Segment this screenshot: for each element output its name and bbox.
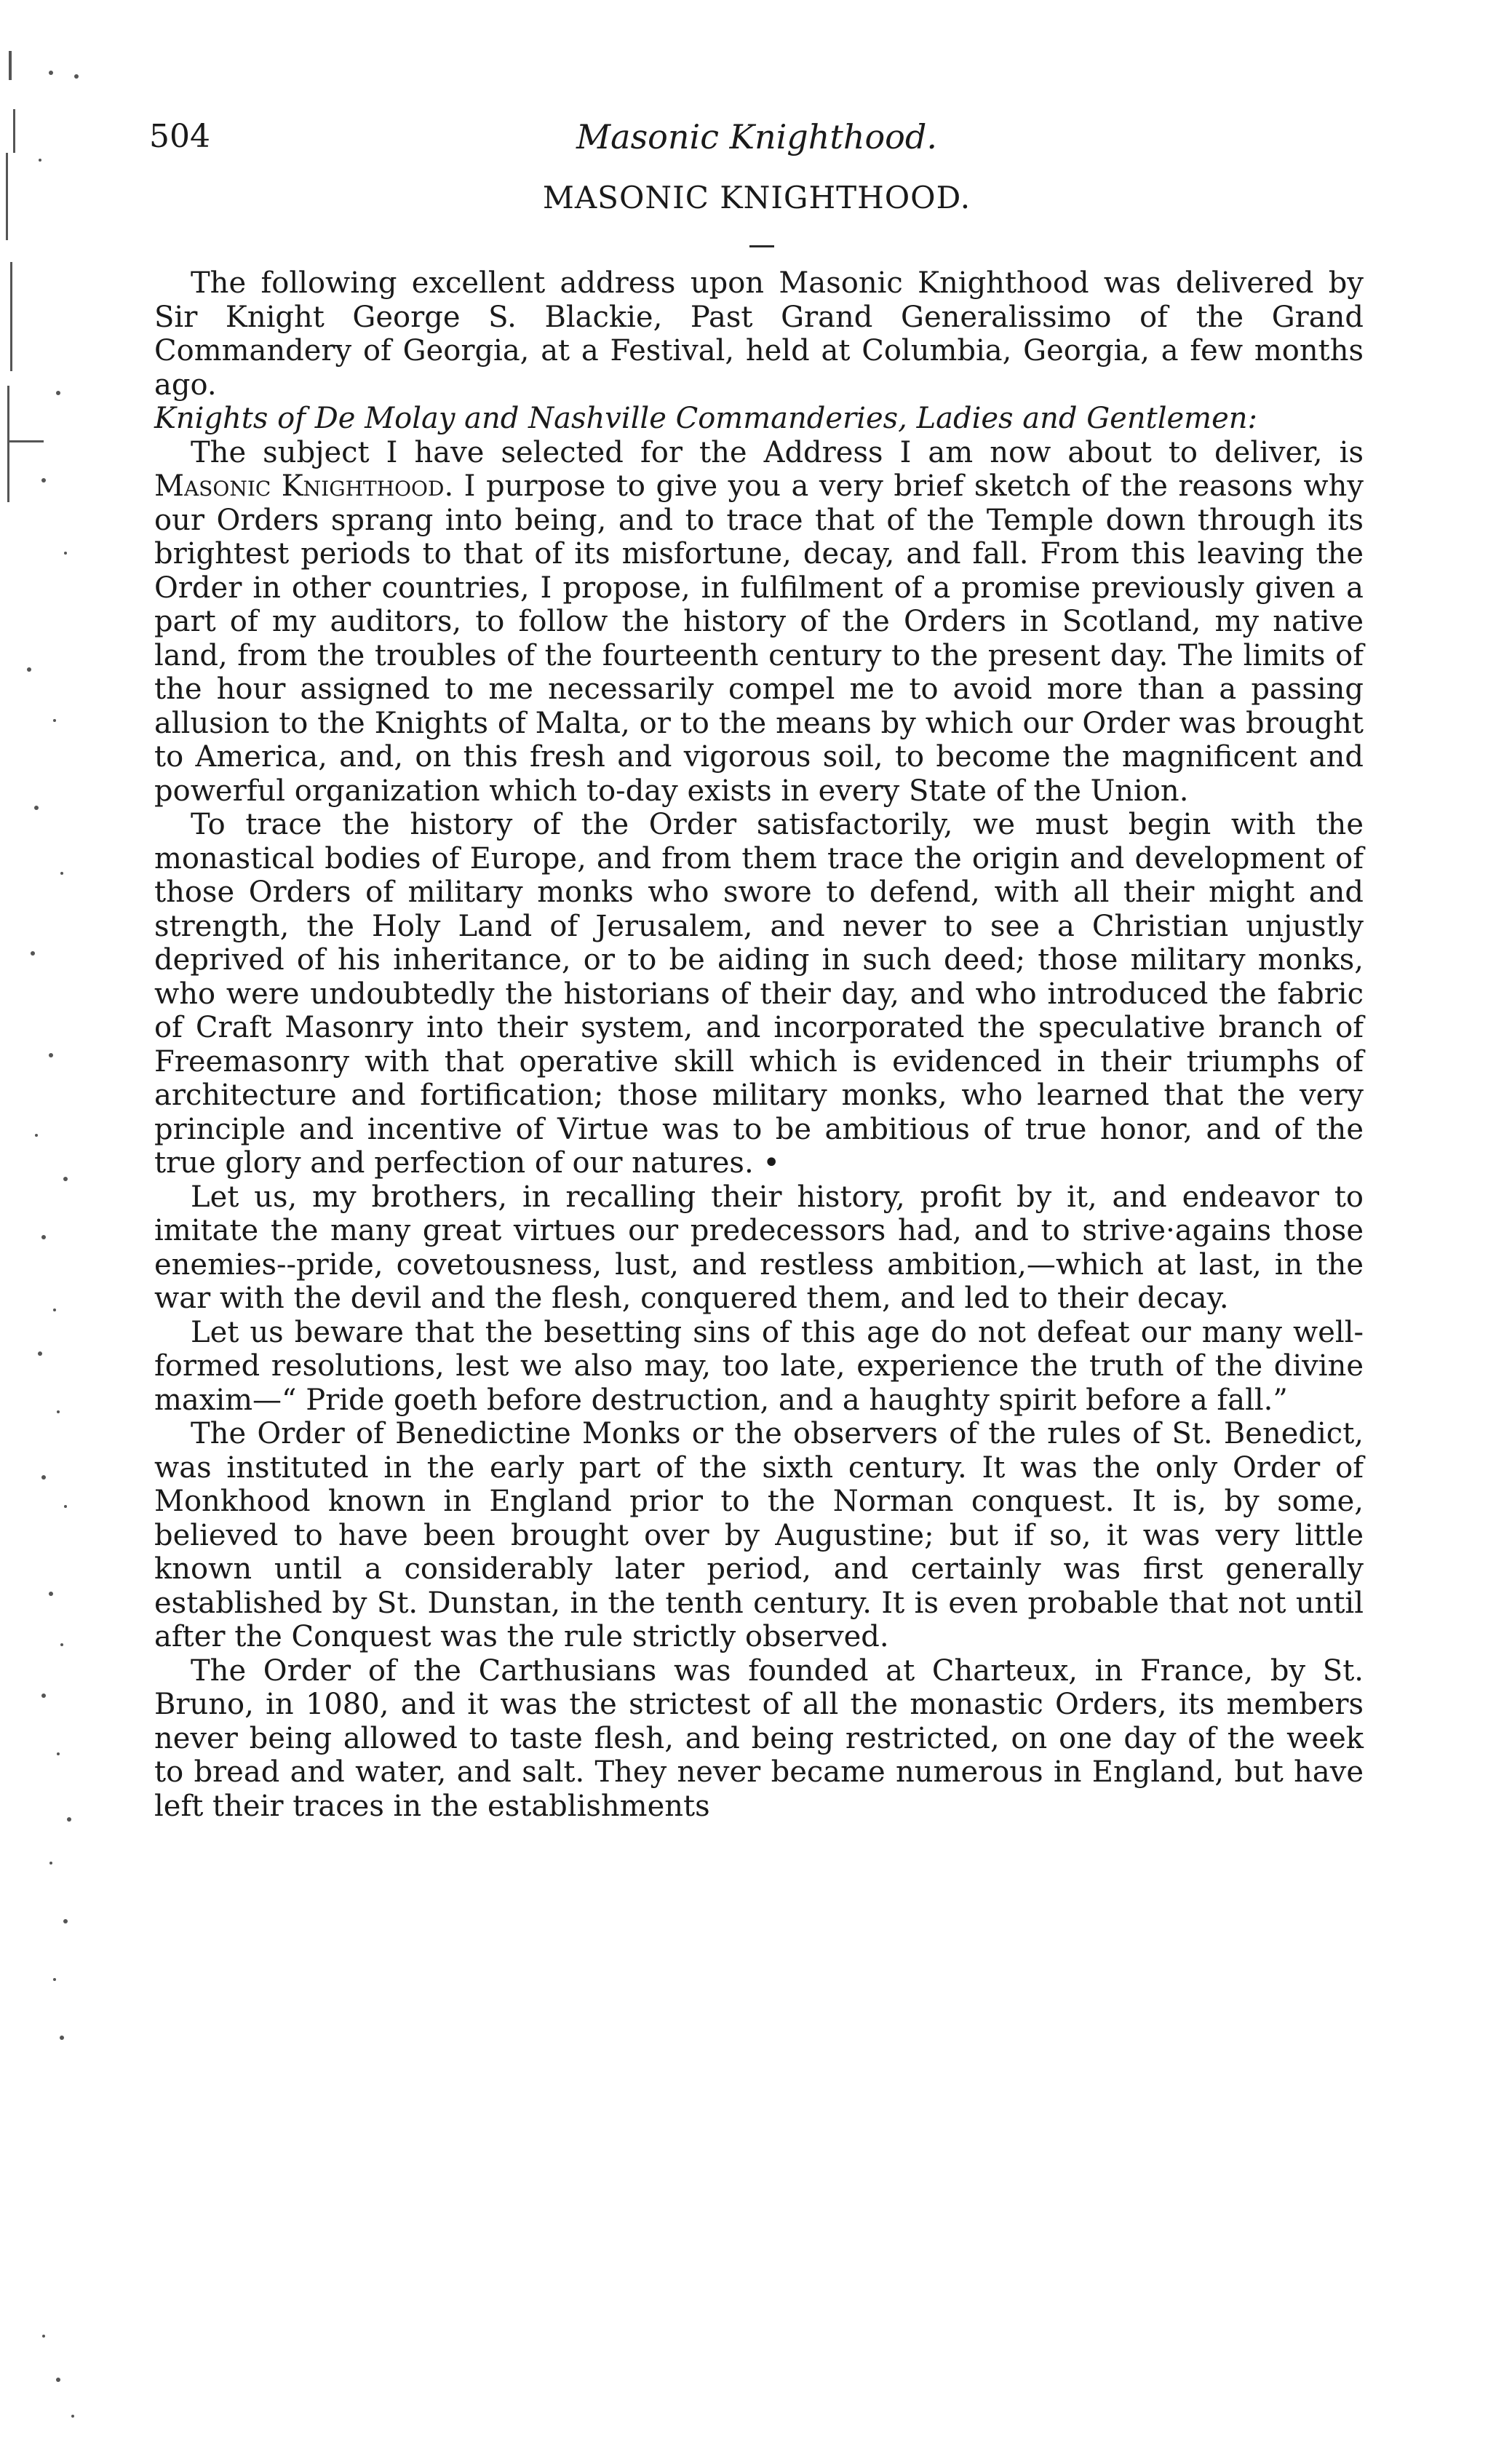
- paragraph-carthusians: The Order of the Carthusians was founded at Charteux, in France, by St. Bruno, in 1080, and it was the strictest of all the monastic Orders, its members never being allowed to taste flesh, and being restricted, on one day of the week to bread and water, and salt. They never became numerous in England, but have left their traces in the establishments: [154, 1653, 1364, 1823]
- article-title: MASONIC KNIGHTHOOD.: [542, 180, 971, 215]
- running-head: Masonic Knighthood.: [576, 117, 937, 156]
- article-body: [154, 266, 1364, 1823]
- address-subject-small-caps: Masonic Knighthood.: [154, 469, 454, 503]
- paragraph-salutation: Knights of De Molay and Nashville Commanderies, Ladies and Gentlemen:: [154, 402, 1257, 435]
- paragraph-beware: Let us beware that the besetting sins of this age do not defeat our many well-formed resolutions, lest we also may, too late, experience the truth of the divine maxim—“ Pride goeth before destruction, and a haughty spirit before a fall.”: [154, 1315, 1364, 1417]
- address-subject-rest: I purpose to give you a very brief sketch of the reasons why our Orders sprang into being, and to trace that of the Temple down through its brightest periods to that of its misfortune, decay, and fall. From this leaving the Order in other countries, I propose, in fulfilment of a promise previously given a part of my auditors, to follow the history of the Orders in Scotland, my native land, from the troubles of the fourteenth century to the present day. The limits of the hour assigned to me necessarily compel me to avoid more than a passing allusion to the Knights of Malta, or to the means by which our Order was brought to America, and, on this fresh and vigorous soil, to become the magnificent and powerful organization which to-day exists in every State of the Union.: [154, 469, 1364, 808]
- address-subject-lead: The subject I have selected for the Address I am now about to deliver, is: [191, 435, 1364, 469]
- page-header: [149, 115, 1364, 166]
- paragraph-benedictine: The Order of Benedictine Monks or the observers of the rules of St. Benedict, was instituted in the early part of the sixth century. It was the only Order of Monkhood known in England prior to the Norman conquest. It is, by some, believed to have been brought over by Augustine; but if so, it was very little known until a considerably later period, and certainly was first generally established by St. Dunstan, in the tenth century. It is even probable that not until after the Conquest was the rule strictly observed.: [154, 1417, 1364, 1653]
- margin-speckle-decoration: [0, 44, 109, 2431]
- paragraph-address-subject: [154, 436, 1364, 809]
- paragraph-order-history: To trace the history of the Order satisfactorily, we must begin with the monastical bodies of Europe, and from them trace the origin and development of those Orders of military monks who swore to defend, with all their might and strength, the Holy Land of Jerusalem, and never to see a Christian unjustly deprived of his inheritance, or to be aiding in such deed; those military monks, who were undoubtedly the historians of their day, and who introduced the fabric of Craft Masonry into their system, and incorporated the speculative branch of Freemasonry with that operative skill which is evidenced in their triumphs of architecture and fortification; those military monks, who learned that the very principle and incentive of Virtue was to be ambitious of true honor, and of the true glory and perfection of our natures. •: [154, 808, 1364, 1180]
- page-number: 504: [149, 118, 210, 155]
- title-rule: [749, 245, 774, 247]
- paragraph-intro: The following excellent address upon Masonic Knighthood was delivered by Sir Knight George S. Blackie, Past Grand Generalissimo of the Grand Commandery of Georgia, at a Festival, held at Columbia, Georgia, a few months ago.: [154, 266, 1364, 402]
- paragraph-brothers: Let us, my brothers, in recalling their history, profit by it, and endeavor to imitate the many great virtues our predecessors had, and to strive·agains those enemies--pride, covetousness, lust, and restless ambition,—which at last, in the war with the devil and the flesh, conquered them, and led to their decay.: [154, 1180, 1364, 1315]
